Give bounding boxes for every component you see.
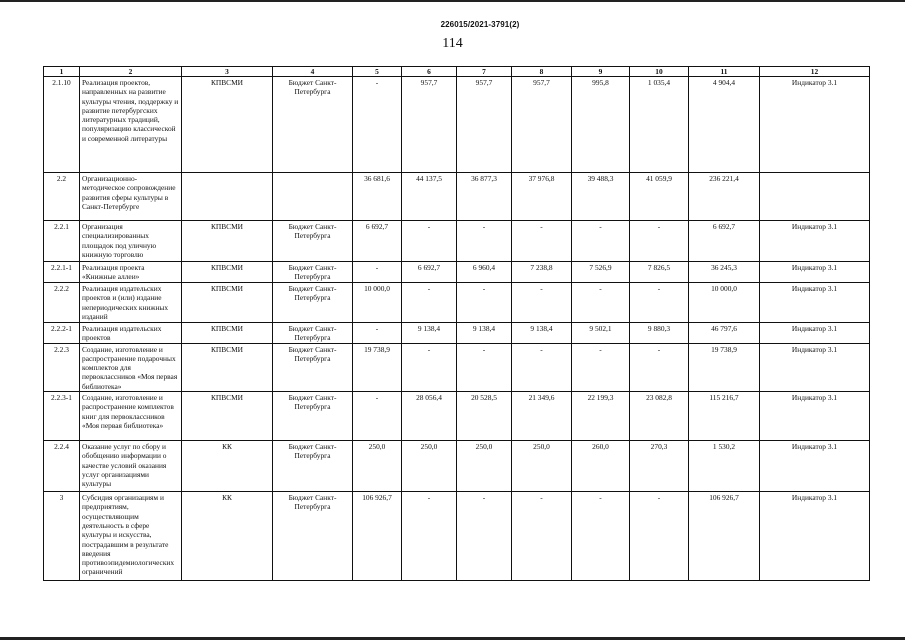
amount-cell: - [572,343,630,391]
table-row [44,283,870,323]
activity-name-cell: Реализация проектов, направленных на развитие культуры чтения, поддержку и развитие петербургских литературных традиций, популяризацию классической и современной литературы [80,77,182,173]
activity-name-cell: Оказание услуг по сбору и обобщению информации о качестве условий оказания услуг организациями культуры [80,441,182,492]
amount-cell: 1 035,4 [630,77,689,173]
amount-cell: - [402,343,457,391]
funding-source-cell: Бюджет Санкт-Петербурга [273,392,353,441]
funding-source-cell: Бюджет Санкт-Петербурга [273,262,353,283]
amount-cell: 957,7 [512,77,572,173]
activity-name-cell: Создание, изготовление и распространение комплектов книг для первоклассников «Моя первая библиотека» [80,392,182,441]
amount-cell: - [457,283,512,323]
amount-cell: - [512,221,572,262]
executor-cell: КК [182,492,273,581]
funding-source-cell: Бюджет Санкт-Петербурга [273,492,353,581]
amount-cell: - [630,283,689,323]
amount-cell: - [457,492,512,581]
executor-cell: КК [182,441,273,492]
amount-cell: - [457,221,512,262]
indicator-cell: Индикатор 3.1 [760,221,870,262]
amount-cell: 19 738,9 [353,343,402,391]
funding-source-cell: Бюджет Санкт-Петербурга [273,441,353,492]
amount-cell: - [402,283,457,323]
top-border [0,0,905,2]
amount-cell: 7 238,8 [512,262,572,283]
executor-cell: КПВСМИ [182,262,273,283]
row-number-cell: 2.2.3-1 [44,392,80,441]
executor-cell: КПВСМИ [182,343,273,391]
header-cell: 3 [182,67,273,77]
funding-source-cell: Бюджет Санкт-Петербурга [273,77,353,173]
amount-cell: 22 199,3 [572,392,630,441]
funding-source-cell [273,173,353,221]
header-cell: 4 [273,67,353,77]
total-cell: 36 245,3 [689,262,760,283]
indicator-cell: Индикатор 3.1 [760,392,870,441]
amount-cell: - [353,392,402,441]
row-number-cell: 3 [44,492,80,581]
amount-cell: 957,7 [402,77,457,173]
amount-cell: - [512,283,572,323]
amount-cell: - [572,283,630,323]
row-number-cell: 2.2.3 [44,343,80,391]
indicator-cell: Индикатор 3.1 [760,323,870,344]
activity-name-cell: Реализация издательских проектов и (или) издание непериодических книжных изданий [80,283,182,323]
funding-source-cell: Бюджет Санкт-Петербурга [273,283,353,323]
indicator-cell: Индикатор 3.1 [760,262,870,283]
amount-cell: 9 138,4 [402,323,457,344]
total-cell: 6 692,7 [689,221,760,262]
amount-cell: 6 692,7 [402,262,457,283]
amount-cell: 28 056,4 [402,392,457,441]
row-number-cell: 2.1.10 [44,77,80,173]
amount-cell: 7 526,9 [572,262,630,283]
header-cell: 1 [44,67,80,77]
page-number: 114 [442,36,463,51]
amount-cell: 44 137,5 [402,173,457,221]
amount-cell: 7 826,5 [630,262,689,283]
table-row [44,343,870,391]
total-cell: 1 530,2 [689,441,760,492]
indicator-cell: Индикатор 3.1 [760,77,870,173]
executor-cell: КПВСМИ [182,392,273,441]
activity-name-cell: Субсидия организациям и предприятиям, осуществляющим деятельность в сфере культуры и искусства, пострадавшим в результате введения противоэпидемиологических ограничений [80,492,182,581]
header-cell: 12 [760,67,870,77]
table-row [44,221,870,262]
table-row [44,492,870,581]
activity-name-cell: Реализация проекта «Книжные аллеи» [80,262,182,283]
amount-cell: 106 926,7 [353,492,402,581]
table-row [44,262,870,283]
amount-cell: - [353,262,402,283]
amount-cell: 250,0 [353,441,402,492]
amount-cell: 250,0 [457,441,512,492]
row-number-cell: 2.2.2-1 [44,323,80,344]
indicator-cell [760,173,870,221]
table-row [44,323,870,344]
total-cell: 19 738,9 [689,343,760,391]
amount-cell: 260,0 [572,441,630,492]
amount-cell: 9 138,4 [512,323,572,344]
header-row [44,67,870,77]
amount-cell: - [572,492,630,581]
header-cell: 6 [402,67,457,77]
amount-cell: 10 000,0 [353,283,402,323]
total-cell: 4 904,4 [689,77,760,173]
amount-cell: 250,0 [512,441,572,492]
amount-cell: - [630,343,689,391]
total-cell: 236 221,4 [689,173,760,221]
amount-cell: 9 880,3 [630,323,689,344]
budget-table [43,66,870,581]
total-cell: 106 926,7 [689,492,760,581]
header-cell: 10 [630,67,689,77]
amount-cell: 36 681,6 [353,173,402,221]
row-number-cell: 2.2 [44,173,80,221]
table-row [44,392,870,441]
row-number-cell: 2.2.1 [44,221,80,262]
indicator-cell: Индикатор 3.1 [760,441,870,492]
total-cell: 46 797,6 [689,323,760,344]
activity-name-cell: Создание, изготовление и распространение подарочных комплектов для первоклассников «Моя первая библиотека» [80,343,182,391]
amount-cell: 36 877,3 [457,173,512,221]
document-number: 226015/2021-3791(2) [440,20,520,29]
activity-name-cell: Организация специализированных площадок под уличную книжную торговлю [80,221,182,262]
amount-cell: - [457,343,512,391]
amount-cell: - [572,221,630,262]
executor-cell: КПВСМИ [182,221,273,262]
activity-name-cell: Реализация издательских проектов [80,323,182,344]
amount-cell: - [630,492,689,581]
amount-cell: 6 692,7 [353,221,402,262]
funding-source-cell: Бюджет Санкт-Петербурга [273,343,353,391]
amount-cell: 250,0 [402,441,457,492]
total-cell: 115 216,7 [689,392,760,441]
amount-cell: 995,8 [572,77,630,173]
header-cell: 7 [457,67,512,77]
amount-cell: 39 488,3 [572,173,630,221]
funding-source-cell: Бюджет Санкт-Петербурга [273,221,353,262]
amount-cell: - [353,323,402,344]
header-cell: 5 [353,67,402,77]
amount-cell: 20 528,5 [457,392,512,441]
amount-cell: - [402,221,457,262]
executor-cell: КПВСМИ [182,323,273,344]
amount-cell: 9 138,4 [457,323,512,344]
indicator-cell: Индикатор 3.1 [760,283,870,323]
row-number-cell: 2.2.2 [44,283,80,323]
funding-source-cell: Бюджет Санкт-Петербурга [273,323,353,344]
header-cell: 11 [689,67,760,77]
amount-cell: - [512,492,572,581]
total-cell: 10 000,0 [689,283,760,323]
amount-cell: 41 059,9 [630,173,689,221]
amount-cell: 23 082,8 [630,392,689,441]
amount-cell: 6 960,4 [457,262,512,283]
amount-cell: - [630,221,689,262]
table-row [44,441,870,492]
executor-cell [182,173,273,221]
executor-cell: КПВСМИ [182,283,273,323]
amount-cell: 21 349,6 [512,392,572,441]
row-number-cell: 2.2.1-1 [44,262,80,283]
table-row [44,77,870,173]
table-row [44,173,870,221]
executor-cell: КПВСМИ [182,77,273,173]
amount-cell: 957,7 [457,77,512,173]
amount-cell: - [512,343,572,391]
indicator-cell: Индикатор 3.1 [760,343,870,391]
amount-cell: 37 976,8 [512,173,572,221]
amount-cell: 270,3 [630,441,689,492]
amount-cell: 9 502,1 [572,323,630,344]
amount-cell: - [353,77,402,173]
header-cell: 8 [512,67,572,77]
amount-cell: - [402,492,457,581]
header-cell: 2 [80,67,182,77]
activity-name-cell: Организационно-методическое сопровождение развития сферы культуры в Санкт-Петербурге [80,173,182,221]
indicator-cell: Индикатор 3.1 [760,492,870,581]
row-number-cell: 2.2.4 [44,441,80,492]
header-cell: 9 [572,67,630,77]
